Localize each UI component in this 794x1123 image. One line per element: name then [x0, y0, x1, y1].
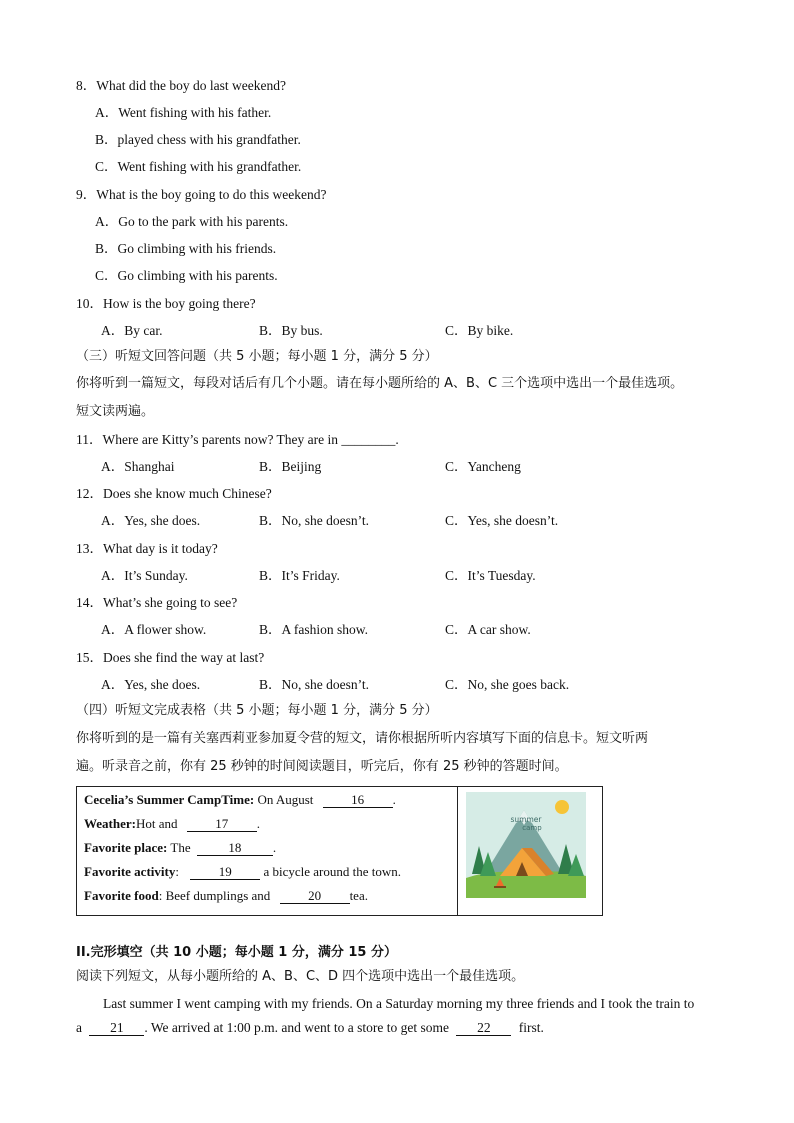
question-14-option-b[interactable]: B．A fashion show.: [259, 622, 369, 637]
passage-text-end: first.: [518, 1020, 544, 1035]
blank-16[interactable]: 16: [323, 793, 393, 808]
card-text-food: : Beef dumplings and: [158, 888, 271, 903]
question-13-options: [0, 567, 794, 585]
question-9-stem: 9．What is the boy going to do this weekend?: [76, 187, 327, 202]
card-label-food: Favorite food: [84, 888, 159, 903]
question-12-option-b[interactable]: B．No, she doesn’t.: [259, 513, 369, 528]
question-14-options: [0, 621, 794, 639]
card-text-time: On August: [257, 792, 314, 807]
card-end-food: tea.: [349, 888, 368, 903]
blank-21[interactable]: 21: [89, 1021, 144, 1036]
card-end-place: .: [272, 840, 277, 855]
image-text-summer: summer: [510, 815, 542, 824]
card-text-place: The: [170, 840, 191, 855]
question-12-options: [0, 512, 794, 530]
question-12-option-c[interactable]: C．Yes, she doesn’t.: [445, 513, 559, 528]
card-end-weather: .: [256, 816, 261, 831]
card-row-place: [84, 839, 276, 857]
question-10-option-b[interactable]: B．By bus.: [259, 323, 323, 338]
section-3-title: （三）听短文回答问题（共 5 小题；每小题 1 分，满分 5 分）: [76, 349, 438, 364]
question-11-option-a[interactable]: A．Shanghai: [101, 459, 175, 474]
question-11-option-c[interactable]: C．Yancheng: [445, 459, 521, 474]
blank-18[interactable]: 18: [197, 841, 273, 856]
question-12-stem: 12．Does she know much Chinese?: [76, 486, 272, 501]
section-4-title: （四）听短文完成表格（共 5 小题；每小题 1 分，满分 5 分）: [76, 703, 438, 718]
card-text-weather: Hot and: [135, 816, 178, 831]
card-label-place: Favorite place:: [84, 840, 168, 855]
question-15-option-a[interactable]: A．Yes, she does.: [101, 677, 201, 692]
sun-icon: [555, 800, 569, 814]
question-11-options: [0, 458, 794, 476]
card-label-time: Cecelia’s Summer CampTime:: [84, 792, 255, 807]
info-card: [76, 786, 603, 916]
question-10-options: [0, 322, 794, 340]
question-10-option-c[interactable]: C．By bike.: [445, 323, 514, 338]
question-9-option-c[interactable]: C．Go climbing with his parents.: [95, 268, 278, 283]
passage-line-1: Last summer I went camping with my friends. On a Saturday morning my three friends and I took the train to: [103, 996, 695, 1011]
section-4-instruction-cont: 遍。听录音之前，你有 25 秒钟的时间阅读题目，听完后，你有 25 秒钟的答题时间。: [76, 759, 568, 774]
blank-19[interactable]: 19: [190, 865, 260, 880]
section-3-instruction: 你将听到一篇短文，每段对话后有几个小题。请在每小题所给的 A、B、C 三个选项中选出一个最佳选项。: [76, 376, 684, 391]
question-14-option-c[interactable]: C．A car show.: [445, 622, 531, 637]
card-divider: [457, 787, 458, 915]
image-text-camp: camp: [522, 824, 542, 832]
blank-20[interactable]: 20: [280, 889, 350, 904]
question-14-stem: 14．What’s she going to see?: [76, 595, 238, 610]
summer-camp-illustration: [466, 792, 586, 898]
card-row-food: [84, 887, 368, 905]
card-label-activity: Favorite activity: [84, 864, 176, 879]
question-9-option-a[interactable]: A．Go to the park with his parents.: [95, 214, 289, 229]
section-4-instruction: 你将听到的是一篇有关塞西莉亚参加夏令营的短文，请你根据所听内容填写下面的信息卡。短文听两: [76, 731, 649, 746]
question-13-option-c[interactable]: C．It’s Tuesday.: [445, 568, 536, 583]
question-8-option-b[interactable]: B．played chess with his grandfather.: [95, 132, 301, 147]
question-15-options: [0, 676, 794, 694]
card-row-time: [84, 791, 396, 809]
question-12-option-a[interactable]: A．Yes, she does.: [101, 513, 201, 528]
card-label-weather: Weather:: [84, 816, 136, 831]
question-11-stem: 11．Where are Kitty’s parents now? They are in ________.: [76, 432, 399, 447]
section-3-instruction-cont: 短文读两遍。: [76, 404, 155, 419]
question-8-stem: 8．What did the boy do last weekend?: [76, 78, 286, 93]
question-13-stem: 13．What day is it today?: [76, 541, 218, 556]
question-15-option-c[interactable]: C．No, she goes back.: [445, 677, 570, 692]
question-14-option-a[interactable]: A．A flower show.: [101, 622, 207, 637]
blank-17[interactable]: 17: [187, 817, 257, 832]
question-15-stem: 15．Does she find the way at last?: [76, 650, 265, 665]
question-11-option-b[interactable]: B．Beijing: [259, 459, 322, 474]
question-10-stem: 10．How is the boy going there?: [76, 296, 256, 311]
question-8-option-a[interactable]: A．Went fishing with his father.: [95, 105, 272, 120]
card-end-time: .: [392, 792, 396, 807]
passage-text-middle: . We arrived at 1:00 p.m. and went to a store to get some: [144, 1020, 449, 1035]
card-end-activity: a bicycle around the town.: [263, 864, 401, 879]
passage-line-2: [76, 1019, 544, 1037]
card-row-activity: [84, 863, 401, 881]
question-13-option-a[interactable]: A．It’s Sunday.: [101, 568, 188, 583]
card-text-activity: :: [175, 864, 179, 879]
question-10-option-a[interactable]: A．By car.: [101, 323, 163, 338]
question-15-option-b[interactable]: B．No, she doesn’t.: [259, 677, 369, 692]
question-9-option-b[interactable]: B．Go climbing with his friends.: [95, 241, 277, 256]
card-row-weather: [84, 815, 260, 833]
question-8-option-c[interactable]: C．Went fishing with his grandfather.: [95, 159, 302, 174]
passage-word-a: a: [76, 1020, 82, 1035]
blank-22[interactable]: 22: [456, 1021, 511, 1036]
question-13-option-b[interactable]: B．It’s Friday.: [259, 568, 340, 583]
part-2-title: II.完形填空（共 10 小题；每小题 1 分，满分 15 分）: [76, 945, 397, 960]
part-2-instruction: 阅读下列短文，从每小题所给的 A、B、C、D 四个选项中选出一个最佳选项。: [76, 969, 525, 984]
